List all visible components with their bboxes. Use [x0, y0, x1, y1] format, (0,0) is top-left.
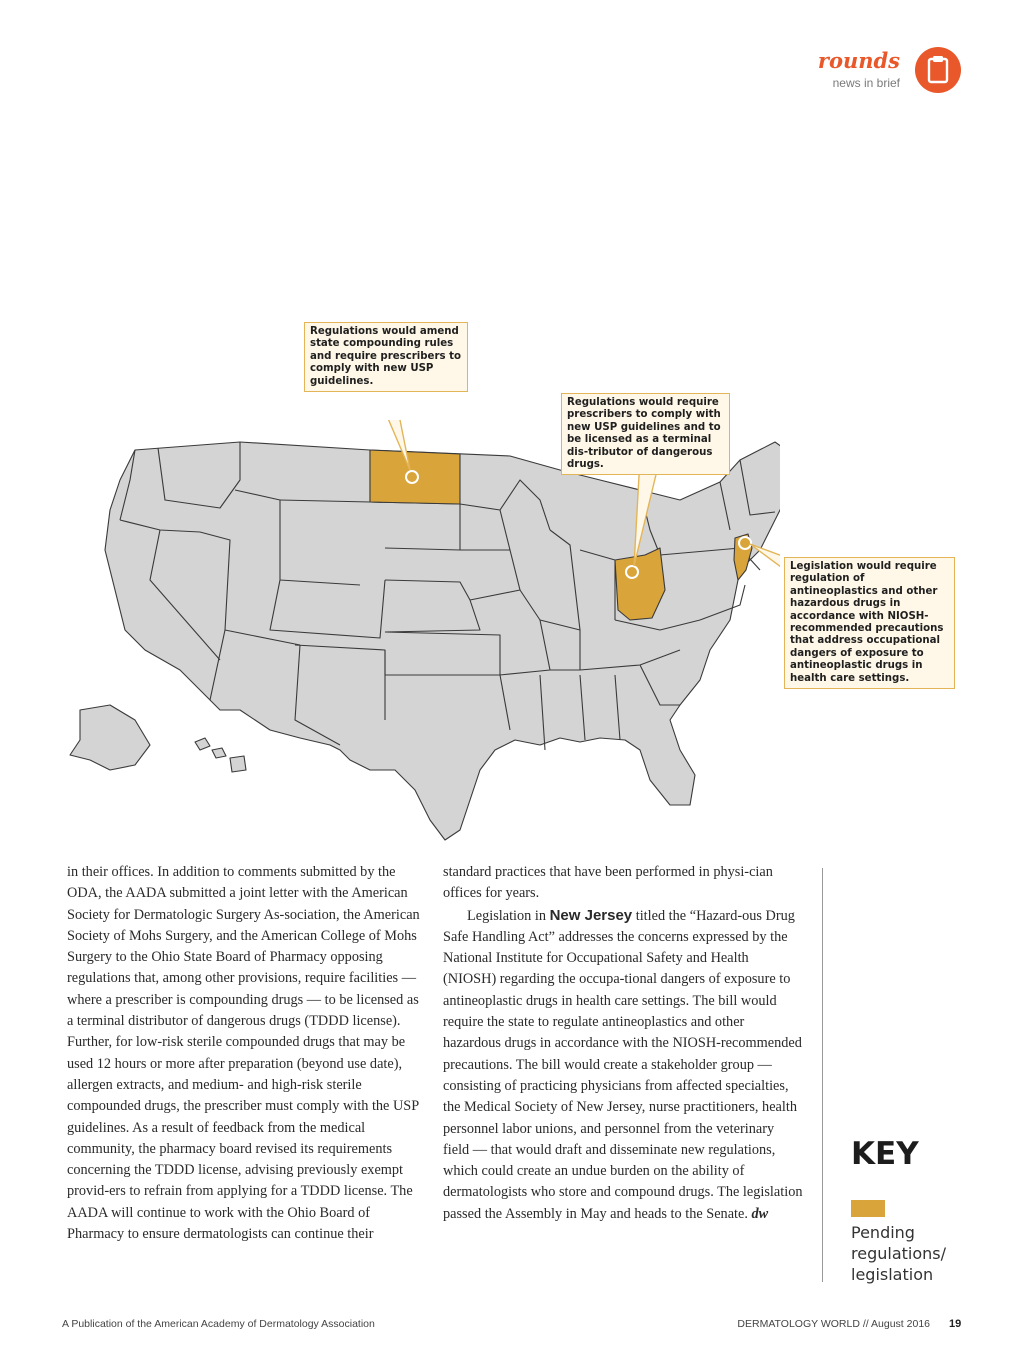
left-paragraph: in their offices. In addition to comments submitted by the ODA, the AADA submitted a joint letter with the American Society for Dermatologic Surgery As-sociation, the American Society of Mohs Surgery, and the American College of Mohs Surgery to the Ohio State Board of Pharmacy opposing regulations that, among other provisions, require facilities — where a prescriber is compounding drugs — to be licensed as a terminal distributor of dangerous drugs (TDDD license). Further, for low-risk sterile compounded drugs that may be used 12 hours or more after preparation (beyond use date), allergen extracts, and medium- and high-risk sterile compounded drugs, the prescriber must comply with the USP guidelines. As a result of feedback from the medical community, the pharmacy board revised its requirements concerning the TDDD license, advising previously exempt provid-ers to refrain from applying for a TDDD license. The AADA will continue to work with the Ohio Board of Pharmacy to ensure dermatologists can continue their: [67, 864, 420, 1243]
lead-text: Legislation in: [467, 907, 550, 924]
key-label: Pending regulations/ legislation: [851, 1223, 946, 1284]
section-title: rounds: [817, 48, 900, 73]
clipboard-icon: [915, 47, 961, 93]
state-alaska: [70, 705, 150, 770]
right-paragraph-2: [443, 905, 803, 1225]
callout-north-dakota: Regulations would amend state compounding rules and require prescribers to comply with new USP guidelines.: [304, 322, 468, 392]
column-divider: [822, 868, 823, 1282]
state-north-dakota: [370, 450, 460, 504]
callout-ohio: Regulations would require prescribers to comply with new USP guidelines and to be licensed as a terminal dis-tributor of dangerous drugs.: [561, 393, 730, 475]
signoff: dw: [751, 1205, 769, 1222]
right-paragraph-1: standard practices that have been performed in physi-cian offices for years.: [443, 864, 773, 902]
callout-new-jersey: Legislation would require regulation of antineoplastics and other hazardous drugs in accordance with NIOSH-recommended precautions that address occupational dangers of exposure to antineoplastic drugs in health care settings.: [784, 557, 955, 689]
key-title: KEY: [851, 1136, 919, 1172]
us-map: [40, 420, 780, 850]
footer-publication: A Publication of the American Academy of Dermatology Association: [62, 1318, 375, 1330]
state-new-jersey: [734, 534, 752, 580]
body-text: titled the “Hazard-ous Drug Safe Handling Act” addresses the concerns expressed by the National Institute for Occupational Safety and Health (NIOSH) regarding the occupa-tional dangers of exposure to antineoplastic drugs in health care settings. The bill would require the state to regulate antineoplastics and other hazardous drugs in accordance with the NIOSH-recommended precautions. The bill would create a stakeholder group — consisting of practicing physicians from affected specialties, the Medical Society of New Jersey, nurse practitioners, health personnel labor unions, and personnel from the veterinary field — that would draft and disseminate new regulations, which could create an undue burden on the ability of dermatologists who store and compound drugs. The legislation passed the Assembly in May and heads to the Senate.: [443, 907, 803, 1222]
key-swatch: [851, 1200, 885, 1217]
state-name-new-jersey: New Jersey: [549, 906, 633, 924]
page-number: 19: [949, 1318, 962, 1330]
section-subtitle: news in brief: [832, 76, 900, 90]
article-left-column: [67, 862, 423, 1245]
footer-magazine: DERMATOLOGY WORLD // August 2016: [737, 1318, 930, 1330]
article-right-column: [443, 862, 803, 1225]
state-hawaii: [195, 738, 246, 772]
